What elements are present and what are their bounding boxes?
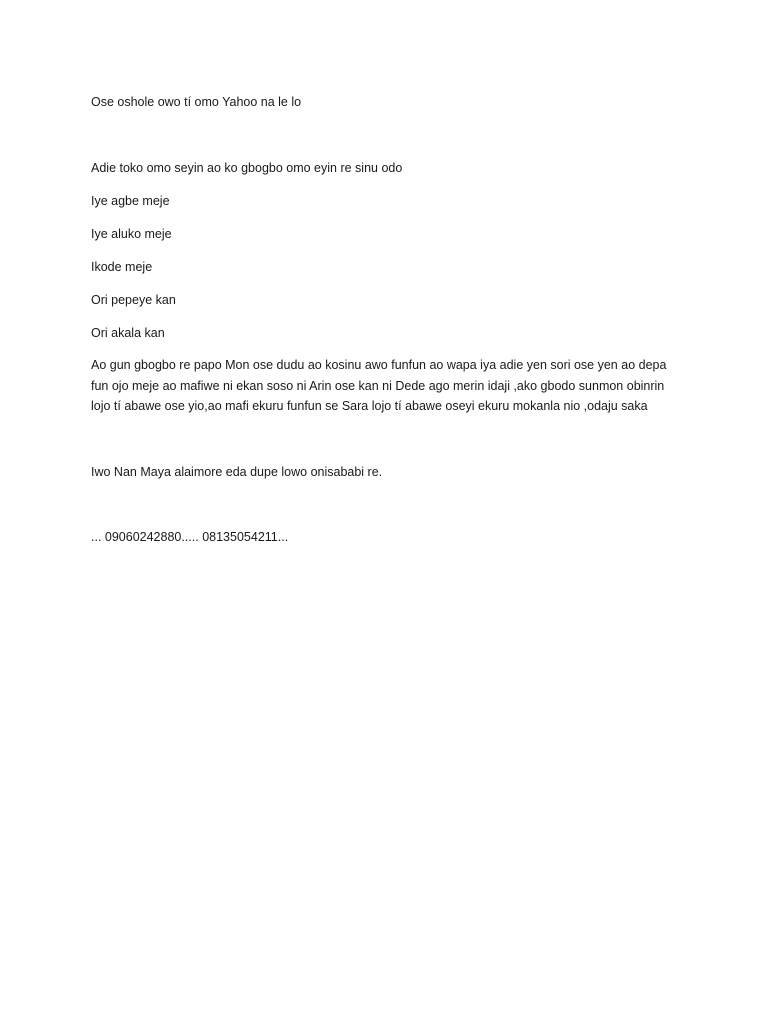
intro-line: Adie toko omo seyin ao ko gbogbo omo eyin re sinu odo [91,161,403,175]
ingredient-line: Iye aluko meje [91,227,172,241]
ingredient-line: Ikode meje [91,260,153,274]
instructions-line: lojo tí abawe ose yio,ao mafi ekuru funfun se Sara lojo tí abawe oseyi ekuru mokanla nio ,odaju saka [91,399,648,413]
document-heading: Ose oshole owo tí omo Yahoo na le lo [91,95,302,109]
contact-line: ... 09060242880..... 08135054211... [91,530,289,544]
instructions-line: Ao gun gbogbo re papo Mon ose dudu ao kosinu awo funfun ao wapa iya adie yen sori ose yen ao depa [91,358,667,372]
ingredient-line: Ori akala kan [91,326,165,340]
ingredient-line: Ori pepeye kan [91,293,176,307]
closing-line: Iwo Nan Maya alaimore eda dupe lowo onisababi re. [91,465,383,479]
ingredient-line: Iye agbe meje [91,194,170,208]
instructions-line: fun ojo meje ao mafiwe ni ekan soso ni Arin ose kan ni Dede ago merin idaji ,ako gbodo sunmon obinrin [91,378,665,393]
instructions-paragraph [91,355,681,417]
